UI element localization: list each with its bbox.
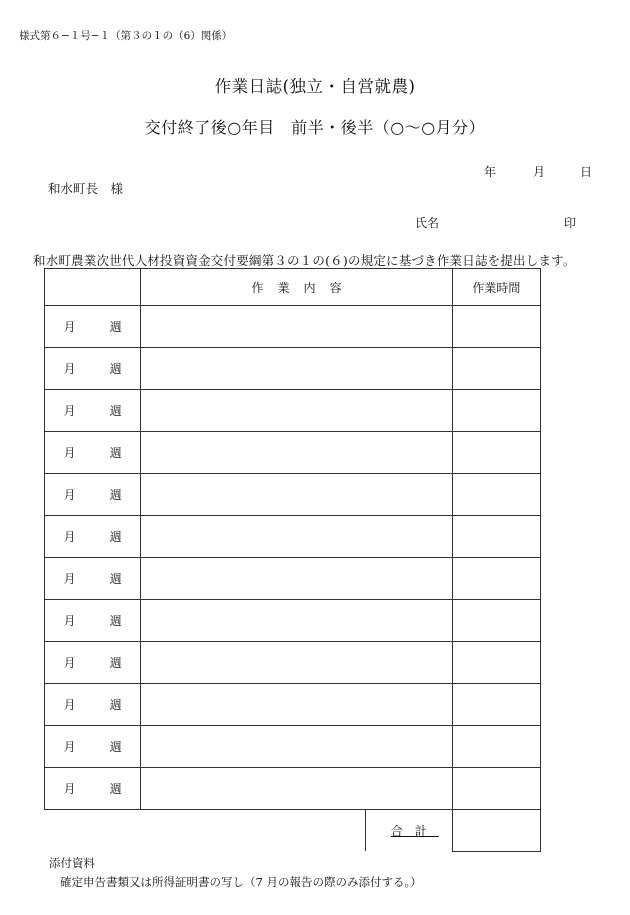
table-row — [45, 768, 541, 810]
month-label: 月 — [63, 320, 76, 334]
table-row — [45, 558, 541, 600]
header-work-time: 作業時間 — [452, 269, 540, 306]
week-label: 週 — [109, 404, 122, 418]
submission-statement: 和水町農業次世代人材投資資金交付要綱第３の１の(６)の規定に基づき作業日誌を提出します。 — [33, 253, 576, 268]
total-label: 合計 — [390, 824, 439, 839]
week-label: 週 — [109, 320, 122, 334]
week-label: 週 — [109, 698, 122, 712]
work-content-cell[interactable] — [141, 642, 453, 684]
work-time-cell[interactable] — [452, 726, 540, 768]
month-label: 月 — [63, 362, 76, 376]
total-label-area — [141, 810, 453, 852]
header-work-content: 作業内容 — [141, 269, 453, 306]
period-cell — [45, 642, 141, 684]
work-log-table — [44, 268, 541, 852]
work-content-cell[interactable] — [141, 726, 453, 768]
work-time-cell[interactable] — [452, 684, 540, 726]
work-content-cell[interactable] — [141, 768, 453, 810]
work-content-cell[interactable] — [141, 600, 453, 642]
attachments-label: 添付資料 — [49, 856, 95, 870]
work-content-cell[interactable] — [141, 348, 453, 390]
month-label: 月 — [63, 530, 76, 544]
work-content-cell[interactable] — [141, 516, 453, 558]
attachments-item: 確定申告書類又は所得証明書の写し（7 月の報告の際のみ添付する。） — [60, 875, 422, 889]
period-cell — [45, 600, 141, 642]
date-month-label: 月 — [533, 165, 546, 179]
page-title: 作業日誌(独立・自営就農) — [214, 77, 416, 96]
period-cell — [45, 432, 141, 474]
work-content-cell[interactable] — [141, 684, 453, 726]
month-label: 月 — [63, 446, 76, 460]
page-subtitle: 交付終了後○年目 前半・後半（○〜○月分） — [144, 118, 486, 137]
week-label: 週 — [109, 362, 122, 376]
month-label: 月 — [63, 698, 76, 712]
work-content-cell[interactable] — [141, 558, 453, 600]
month-label: 月 — [63, 656, 76, 670]
total-value-cell[interactable] — [452, 810, 540, 852]
period-cell — [45, 684, 141, 726]
seal-label: 印 — [564, 216, 577, 230]
total-spacer — [45, 810, 141, 852]
table-row — [45, 348, 541, 390]
month-label: 月 — [63, 572, 76, 586]
table-row — [45, 516, 541, 558]
total-label-cell — [365, 810, 452, 851]
week-label: 週 — [109, 488, 122, 502]
period-cell — [45, 306, 141, 348]
period-cell — [45, 516, 141, 558]
work-time-cell[interactable] — [452, 474, 540, 516]
header-period — [45, 269, 141, 306]
period-cell — [45, 474, 141, 516]
period-cell — [45, 348, 141, 390]
name-label: 氏名 — [415, 216, 440, 230]
week-label: 週 — [109, 572, 122, 586]
work-content-cell[interactable] — [141, 474, 453, 516]
work-content-cell[interactable] — [141, 432, 453, 474]
month-label: 月 — [63, 740, 76, 754]
table-row — [45, 306, 541, 348]
date-year-label: 年 — [484, 165, 497, 179]
date-day-label: 日 — [580, 165, 593, 179]
work-time-cell[interactable] — [452, 348, 540, 390]
work-time-cell[interactable] — [452, 390, 540, 432]
work-time-cell[interactable] — [452, 432, 540, 474]
work-time-cell[interactable] — [452, 642, 540, 684]
week-label: 週 — [109, 614, 122, 628]
form-number: 様式第６−１号−１（第３の１の（6）関係） — [19, 30, 233, 42]
work-time-cell[interactable] — [452, 516, 540, 558]
month-label: 月 — [63, 488, 76, 502]
table-row — [45, 390, 541, 432]
work-time-cell[interactable] — [452, 600, 540, 642]
week-label: 週 — [109, 656, 122, 670]
work-time-cell[interactable] — [452, 558, 540, 600]
period-cell — [45, 390, 141, 432]
table-row — [45, 684, 541, 726]
month-label: 月 — [63, 614, 76, 628]
table-row — [45, 474, 541, 516]
table-row — [45, 432, 541, 474]
work-content-cell[interactable] — [141, 390, 453, 432]
week-label: 週 — [109, 446, 122, 460]
month-label: 月 — [63, 782, 76, 796]
week-label: 週 — [109, 740, 122, 754]
table-row — [45, 726, 541, 768]
week-label: 週 — [109, 530, 122, 544]
work-content-cell[interactable] — [141, 306, 453, 348]
work-time-cell[interactable] — [452, 768, 540, 810]
period-cell — [45, 768, 141, 810]
table-header-row — [45, 269, 541, 306]
work-time-cell[interactable] — [452, 306, 540, 348]
month-label: 月 — [63, 404, 76, 418]
period-cell — [45, 558, 141, 600]
week-label: 週 — [109, 782, 122, 796]
period-cell — [45, 726, 141, 768]
table-row — [45, 642, 541, 684]
table-row — [45, 600, 541, 642]
total-row — [45, 810, 541, 852]
addressee: 和水町長 様 — [48, 181, 124, 196]
